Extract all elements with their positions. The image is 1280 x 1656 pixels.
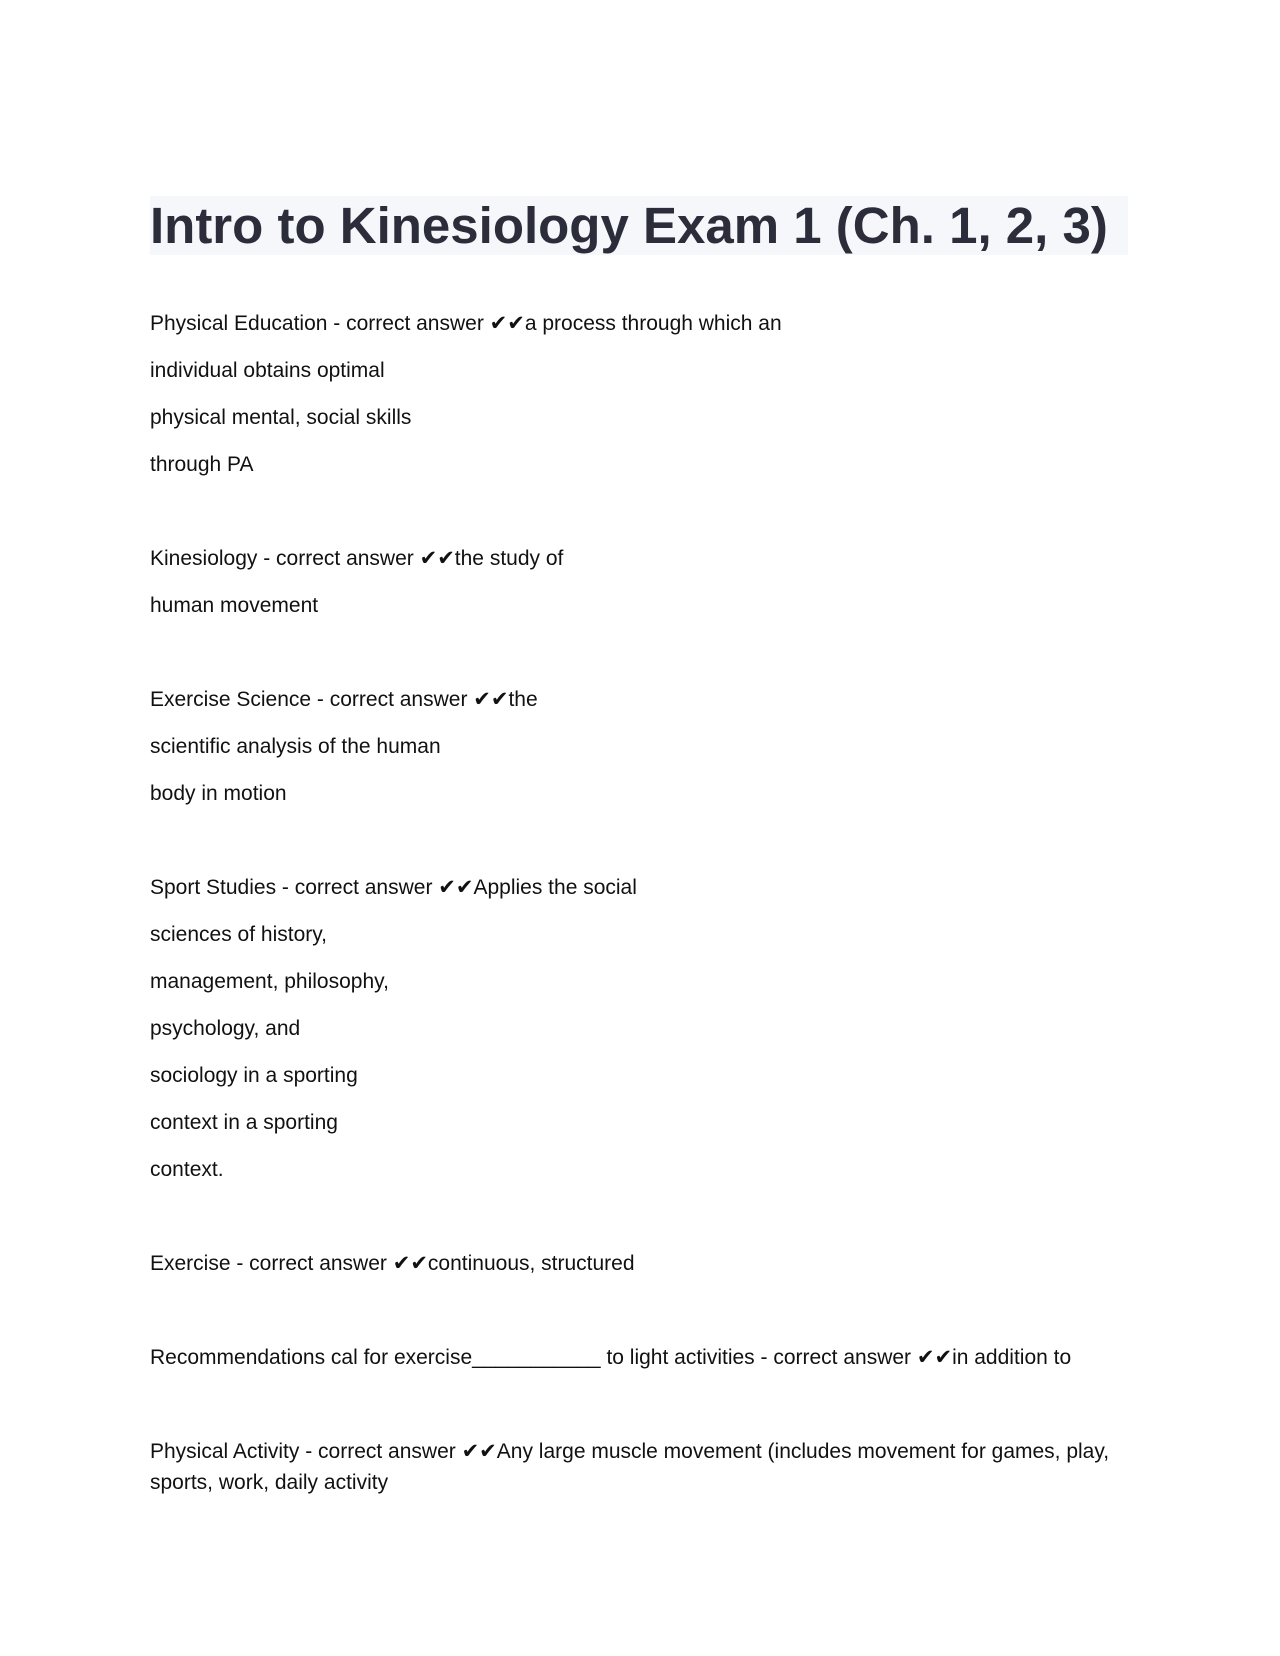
qa-entry-sport-studies (150, 864, 1130, 1193)
entry-line: Kinesiology - correct answer ✔✔the study of (150, 547, 564, 570)
document-title: Intro to Kinesiology Exam 1 (Ch. 1, 2, 3) (150, 197, 1108, 254)
qa-entry-physical-activity (150, 1428, 1130, 1498)
entry-line: sciences of history, (150, 923, 328, 946)
qa-entry-physical-education (150, 300, 1130, 488)
entry-line: sociology in a sporting (150, 1064, 358, 1087)
qa-entry-kinesiology (150, 535, 1130, 629)
document-body (150, 300, 1130, 1545)
entry-line: individual obtains optimal (150, 359, 385, 382)
entry-line: scientific analysis of the human (150, 735, 441, 758)
qa-entry-exercise-science (150, 676, 1130, 817)
entry-line: psychology, and (150, 1017, 301, 1040)
entry-line: Exercise - correct answer ✔✔continuous, structured (150, 1252, 635, 1275)
entry-line: Sport Studies - correct answer ✔✔Applies the social (150, 876, 637, 899)
qa-entry-exercise (150, 1240, 1130, 1287)
entry-line: management, philosophy, (150, 970, 389, 993)
entry-line: Physical Education - correct answer ✔✔a process through which an (150, 312, 782, 335)
qa-entry-recommendations (150, 1334, 1130, 1381)
entry-line: human movement (150, 594, 319, 617)
entry-line: context. (150, 1158, 224, 1181)
entry-line: Exercise Science - correct answer ✔✔the (150, 688, 538, 711)
entry-line: physical mental, social skills (150, 406, 412, 429)
entry-line: Recommendations cal for exercise___________ to light activities - correct answer ✔✔in addition to (150, 1346, 1072, 1369)
entry-line: through PA (150, 453, 254, 476)
entry-paragraph: Physical Activity - correct answer ✔✔Any large muscle movement (includes movement for games, play, sports, work, daily activity (150, 1440, 1110, 1494)
entry-line: context in a sporting (150, 1111, 338, 1134)
entry-line: body in motion (150, 782, 287, 805)
